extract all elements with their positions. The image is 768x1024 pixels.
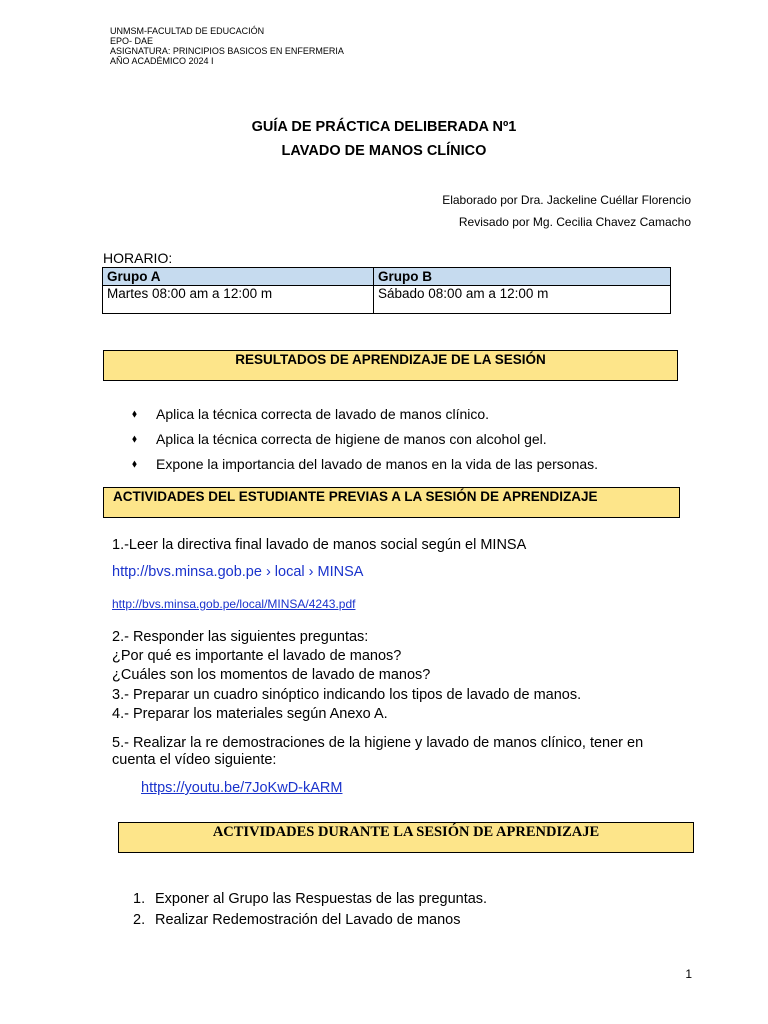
resultados-heading: RESULTADOS DE APRENDIZAJE DE LA SESIÓN (235, 352, 546, 367)
previas-item-1: 1.-Leer la directiva final lavado de manos social según el MINSA (112, 537, 527, 553)
durante-list (133, 889, 487, 931)
question-2: ¿Cuáles son los momentos de lavado de manos? (112, 667, 431, 683)
table-row (103, 286, 671, 314)
horario-label: HORARIO: (103, 250, 173, 266)
credit-revisado: Revisado por Mg. Cecilia Chavez Camacho (458, 215, 691, 229)
minsa-pdf-link[interactable]: http://bvs.minsa.gob.pe/local/MINSA/4243.pdf (112, 597, 356, 611)
previas-item-2: 2.- Responder las siguientes preguntas: (112, 629, 369, 645)
list-item: 1. Exponer al Grupo las Respuestas de las preguntas. (133, 891, 488, 907)
document-title: GUÍA DE PRÁCTICA DELIBERADA Nº1 (251, 119, 517, 135)
table-header: Grupo B (374, 268, 671, 286)
previas-item-5: 5.- Realizar la re demostraciones de la higiene y lavado de manos clínico, tener en (112, 735, 644, 751)
list-item: ⬧ Aplica la técnica correcta de lavado de manos clínico. (132, 406, 490, 422)
durante-heading-box (118, 822, 694, 853)
previas-item-5-cont: cuenta el vídeo siguiente: (112, 752, 277, 768)
list-item: ⬧ Aplica la técnica correcta de higiene de manos con alcohol gel. (132, 431, 547, 447)
minsa-link[interactable]: http://bvs.minsa.gob.pe › local › MINSA (112, 564, 364, 580)
header-line: UNMSM-FACULTAD DE EDUCACIÓN (110, 26, 265, 36)
header-line: EPO- DAE (110, 36, 154, 46)
header-line: ASIGNATURA: PRINCIPIOS BASICOS EN ENFERMERIA (110, 46, 344, 56)
header-line: AÑO ACADÉMICO 2024 I (110, 56, 214, 66)
video-link[interactable]: https://youtu.be/7JoKwD-kARM (141, 780, 343, 796)
table-header: Grupo A (103, 268, 374, 286)
bullet-icon: ⬧ (132, 458, 137, 470)
table-cell: Sábado 08:00 am a 12:00 m (374, 286, 671, 314)
schedule-table (102, 267, 671, 314)
resultados-list (132, 404, 598, 479)
previas-heading-box (103, 487, 680, 518)
table-cell: Martes 08:00 am a 12:00 m (103, 286, 374, 314)
credits (442, 189, 691, 233)
document-subtitle: LAVADO DE MANOS CLÍNICO (281, 143, 487, 159)
institution-header (110, 26, 344, 66)
bullet-icon: ⬧ (132, 408, 137, 420)
previas-heading: ACTIVIDADES DEL ESTUDIANTE PREVIAS A LA SESIÓN DE APRENDIZAJE (113, 489, 598, 504)
durante-heading: ACTIVIDADES DURANTE LA SESIÓN DE APRENDIZAJE (212, 824, 600, 840)
resultados-heading-box (103, 350, 678, 381)
previas-item-4: 4.- Preparar los materiales según Anexo A. (112, 706, 388, 722)
list-item: 2. Realizar Redemostración del Lavado de manos (133, 912, 461, 928)
bullet-icon: ⬧ (132, 433, 137, 445)
page-number: 1 (685, 967, 692, 981)
question-1: ¿Por qué es importante el lavado de manos? (112, 648, 402, 664)
list-item: ⬧ Expone la importancia del lavado de manos en la vida de las personas. (132, 456, 599, 472)
previas-item-3: 3.- Preparar un cuadro sinóptico indicando los tipos de lavado de manos. (112, 687, 582, 703)
credit-elaborado: Elaborado por Dra. Jackeline Cuéllar Florencio (442, 193, 691, 207)
